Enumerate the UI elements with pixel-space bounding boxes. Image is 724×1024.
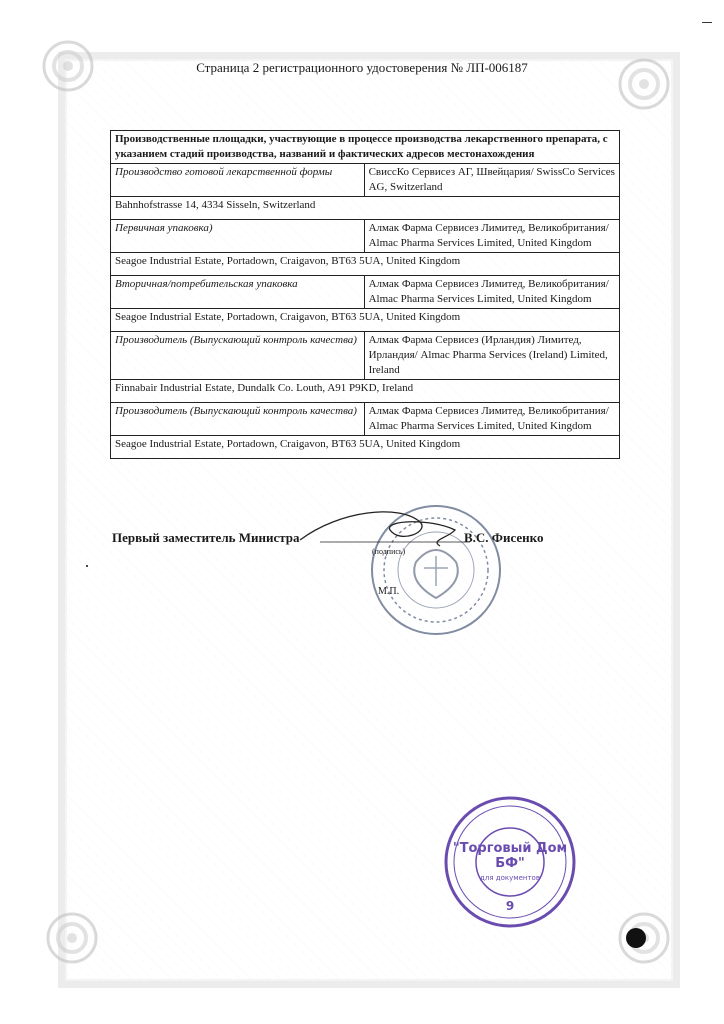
stamp-number: 9 [505, 899, 515, 913]
table-row [111, 380, 620, 403]
page-header: Страница 2 регистрационного удостоверения № ЛП-006187 [196, 60, 528, 75]
production-stage: Производитель (Выпускающий контроль качества) [111, 332, 365, 380]
table-heading: Производственные площадки, участвующие в процессе производства лекарственного препарата, с указанием стадий производства, названий и фактических адресов местонахождения [111, 131, 620, 164]
site-address: Bahnhofstrasse 14, 4334 Sisseln, Switzerland [111, 197, 620, 220]
table-heading-row [111, 131, 620, 164]
table-row [111, 220, 620, 253]
ink-speck [86, 565, 88, 567]
table-row [111, 197, 620, 220]
table-row [111, 332, 620, 380]
site-address: Finnabair Industrial Estate, Dundalk Co. Louth, A91 P9KD, Ireland [111, 380, 620, 403]
production-stage: Производство готовой лекарственной формы [111, 164, 365, 197]
seal-place-label: М.П. [378, 586, 400, 597]
manufacturer-name: Алмак Фарма Сервисез Лимитед, Великобритания/ Almac Pharma Services Limited, United Kingdom [364, 276, 619, 309]
manufacturer-name: Алмак Фарма Сервисез Лимитед, Великобритания/ Almac Pharma Services Limited, United Kingdom [364, 220, 619, 253]
stamp-purpose: для документов [480, 874, 540, 882]
margin-mark [702, 22, 712, 23]
punch-hole [626, 928, 646, 948]
table-row [111, 164, 620, 197]
stamp-company-name: "Торговый Дом БФ" [452, 841, 568, 871]
production-stage: Первичная упаковка) [111, 220, 365, 253]
manufacturer-name: Алмак Фарма Сервисез Лимитед, Великобритания/ Almac Pharma Services Limited, United Kingdom [364, 403, 619, 436]
site-address: Seagoe Industrial Estate, Portadown, Craigavon, BT63 5UA, United Kingdom [111, 436, 620, 459]
manufacturer-name: СвиссКо Сервисез АГ, Швейцария/ SwissCo Services AG, Switzerland [364, 164, 619, 197]
production-stage: Вторичная/потребительская упаковка [111, 276, 365, 309]
corner-ornament-icon [40, 906, 104, 970]
signatory-position: Первый заместитель Министра [112, 530, 300, 545]
site-address: Seagoe Industrial Estate, Portadown, Craigavon, BT63 5UA, United Kingdom [111, 309, 620, 332]
site-address: Seagoe Industrial Estate, Portadown, Craigavon, BT63 5UA, United Kingdom [111, 253, 620, 276]
manufacturer-name: Алмак Фарма Сервисез (Ирландия) Лимитед, Ирландия/ Almac Pharma Services (Ireland) Limited, Ireland [364, 332, 619, 380]
table-row [111, 253, 620, 276]
signatory-name: В.С. Фисенко [464, 530, 544, 545]
signature-caption: (подпись) [372, 547, 406, 556]
table-row [111, 403, 620, 436]
table-row [111, 436, 620, 459]
production-stage: Производитель (Выпускающий контроль качества) [111, 403, 365, 436]
table-row [111, 276, 620, 309]
company-stamp [443, 795, 577, 929]
table-row [111, 309, 620, 332]
production-sites-table [110, 130, 620, 459]
